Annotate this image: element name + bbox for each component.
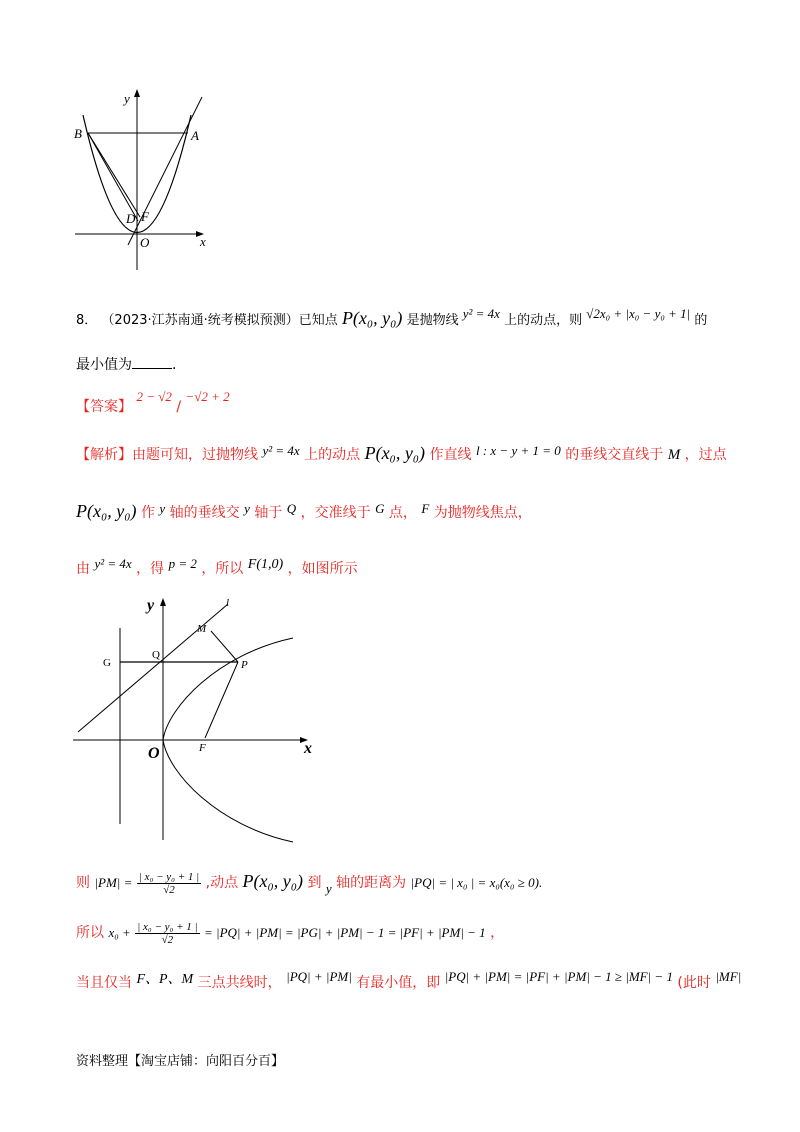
analysis-text: 则 [76, 875, 90, 891]
problem-expression: √2x₀ + |x₀ − y₀ + 1| [586, 306, 691, 321]
analysis-sum: |PQ| + |PM| [286, 969, 352, 984]
figure1-label-o: O [140, 235, 150, 250]
analysis-text: ，得 [136, 561, 165, 577]
figure1-line-bf [88, 133, 140, 217]
analysis-pq: |PQ| = | x₀ | = x₀(x₀ ≥ 0). [410, 875, 543, 890]
problem-text-2: 是抛物线 [406, 313, 459, 328]
figure2-label-g: G [103, 657, 111, 669]
figure2-label-y: y [147, 597, 155, 614]
analysis-text: 当且仅当 [76, 975, 132, 991]
analysis-line-3 [76, 556, 358, 583]
figure1-label-y: y [124, 91, 130, 106]
figure2-label-l: l [226, 597, 230, 609]
analysis-g: G [375, 501, 385, 516]
problem-source: （2023·江苏南通·统考模拟预测） [101, 313, 299, 328]
figure1-label-d: D [126, 211, 136, 226]
analysis-mf: |MF| [715, 969, 742, 984]
analysis-label: 【解析】 [76, 447, 132, 463]
analysis-text: ，如图所示 [287, 561, 358, 577]
figure1-label-b: B [74, 126, 82, 141]
problem-line-2 [76, 354, 176, 374]
analysis-fraction [135, 921, 199, 946]
analysis-text: 作直线 [429, 447, 472, 463]
figure1-label-a: A [191, 128, 199, 143]
analysis-line-l: l : x − y + 1 = 0 [475, 443, 561, 458]
figure-parabola-distance [68, 592, 328, 852]
figure1-label-x: x [200, 234, 206, 249]
fraction-numerator: | x₀ − y₀ + 1 | [137, 920, 198, 933]
analysis-q: Q [286, 501, 297, 516]
answer-line [76, 388, 230, 415]
analysis-text: 点， [388, 505, 417, 521]
analysis-p: p = 2 [168, 556, 197, 571]
fraction-denominator: √2 [161, 933, 174, 946]
problem-text-4: 的 [694, 313, 708, 328]
figure2-label-p: P [241, 659, 248, 671]
analysis-line-1 [76, 440, 727, 468]
analysis-text: ，所以 [201, 561, 244, 577]
figure1-y-arrow [134, 89, 140, 97]
analysis-text: (此时 [677, 975, 711, 991]
problem-text-1: 已知点 [298, 313, 338, 328]
figure2-y-arrow [160, 598, 166, 606]
figure2-label-m: M [197, 623, 207, 635]
figure2-segment-pm [211, 631, 238, 662]
analysis-text: ,动点 [205, 875, 239, 891]
analysis-y: y [325, 881, 332, 896]
analysis-text: 由题可知，过抛物线 [132, 447, 258, 463]
figure-parabola-chord [60, 85, 220, 275]
analysis-text: 有最小值，即 [356, 975, 441, 991]
analysis-pm: |PM| = [94, 875, 133, 890]
figure2-label-q: Q [152, 649, 160, 661]
analysis-y: y [159, 501, 166, 516]
analysis-text: 的垂线交直线于 [565, 447, 664, 463]
analysis-text: 为抛物线焦点， [433, 505, 532, 521]
figure2-label-f: F [199, 742, 206, 754]
problem-text-5: 最小值为 [76, 357, 132, 373]
figure1-label-f: F [141, 209, 149, 224]
analysis-line-4 [76, 866, 542, 898]
analysis-text: 由 [76, 561, 90, 577]
problem-line-1 [76, 304, 707, 335]
analysis-m: M [667, 447, 681, 463]
answer-label: 【答案】 [76, 399, 132, 415]
problem-text-3: 上的动点，则 [504, 313, 583, 328]
analysis-text: 轴的垂线交 [169, 505, 240, 521]
analysis-x0: x₀ + [108, 925, 131, 940]
analysis-text: 轴于 [254, 505, 283, 521]
figure1-line-bd [88, 133, 138, 221]
figure2-label-o: O [148, 745, 160, 762]
analysis-line-5 [76, 916, 504, 950]
analysis-text: 轴的距离为 [336, 875, 407, 891]
analysis-text: 到 [307, 875, 322, 891]
problem-number: 8． [76, 313, 98, 328]
answer-value-2: −√2 + 2 [185, 389, 230, 404]
analysis-text: ，过点 [684, 447, 727, 463]
problem-text-6: . [172, 357, 177, 373]
fraction-numerator: | x₀ − y₀ + 1 | [138, 870, 200, 883]
footer-text: 资料整理【淘宝店铺：向阳百分百】 [76, 1054, 285, 1069]
figure2-segment-pf [205, 662, 238, 738]
analysis-text: 作 [140, 505, 155, 521]
analysis-point: P(x₀, y₀) [242, 871, 304, 891]
problem-point: P(x₀, y₀) [341, 308, 403, 328]
analysis-inequality: |PQ| + |PM| = |PF| + |PM| − 1 ≥ |MF| − 1 [444, 969, 673, 984]
fraction-denominator: √2 [163, 883, 175, 896]
analysis-points: F、P、M [136, 972, 194, 987]
analysis-line-6 [76, 968, 741, 999]
analysis-parabola: y² = 4x [262, 443, 300, 458]
analysis-point: P(x₀, y₀) [364, 443, 426, 463]
analysis-text: ， [490, 925, 505, 941]
analysis-text: 三点共线时， [197, 975, 282, 991]
analysis-point: P(x₀, y₀) [76, 501, 137, 521]
answer-separator: / [176, 399, 182, 415]
analysis-focus: F(1,0) [247, 557, 284, 572]
analysis-line-2 [76, 498, 532, 526]
analysis-text: 上的动点 [304, 447, 361, 463]
analysis-text: ，交准线于 [300, 505, 371, 521]
analysis-parabola: y² = 4x [94, 556, 132, 571]
problem-parabola: y² = 4x [462, 306, 500, 321]
analysis-equation: = |PQ| + |PM| = |PG| + |PM| − 1 = |PF| + |PM| − 1 [203, 925, 486, 940]
figure2-label-x: x [304, 740, 312, 757]
analysis-text: 所以 [76, 925, 104, 941]
analysis-fraction [137, 871, 201, 896]
answer-blank[interactable] [132, 356, 172, 369]
analysis-y: y [244, 501, 250, 516]
figure1-line-af [128, 97, 202, 245]
analysis-f: F [421, 501, 430, 516]
answer-value-1: 2 − √2 [136, 389, 172, 404]
